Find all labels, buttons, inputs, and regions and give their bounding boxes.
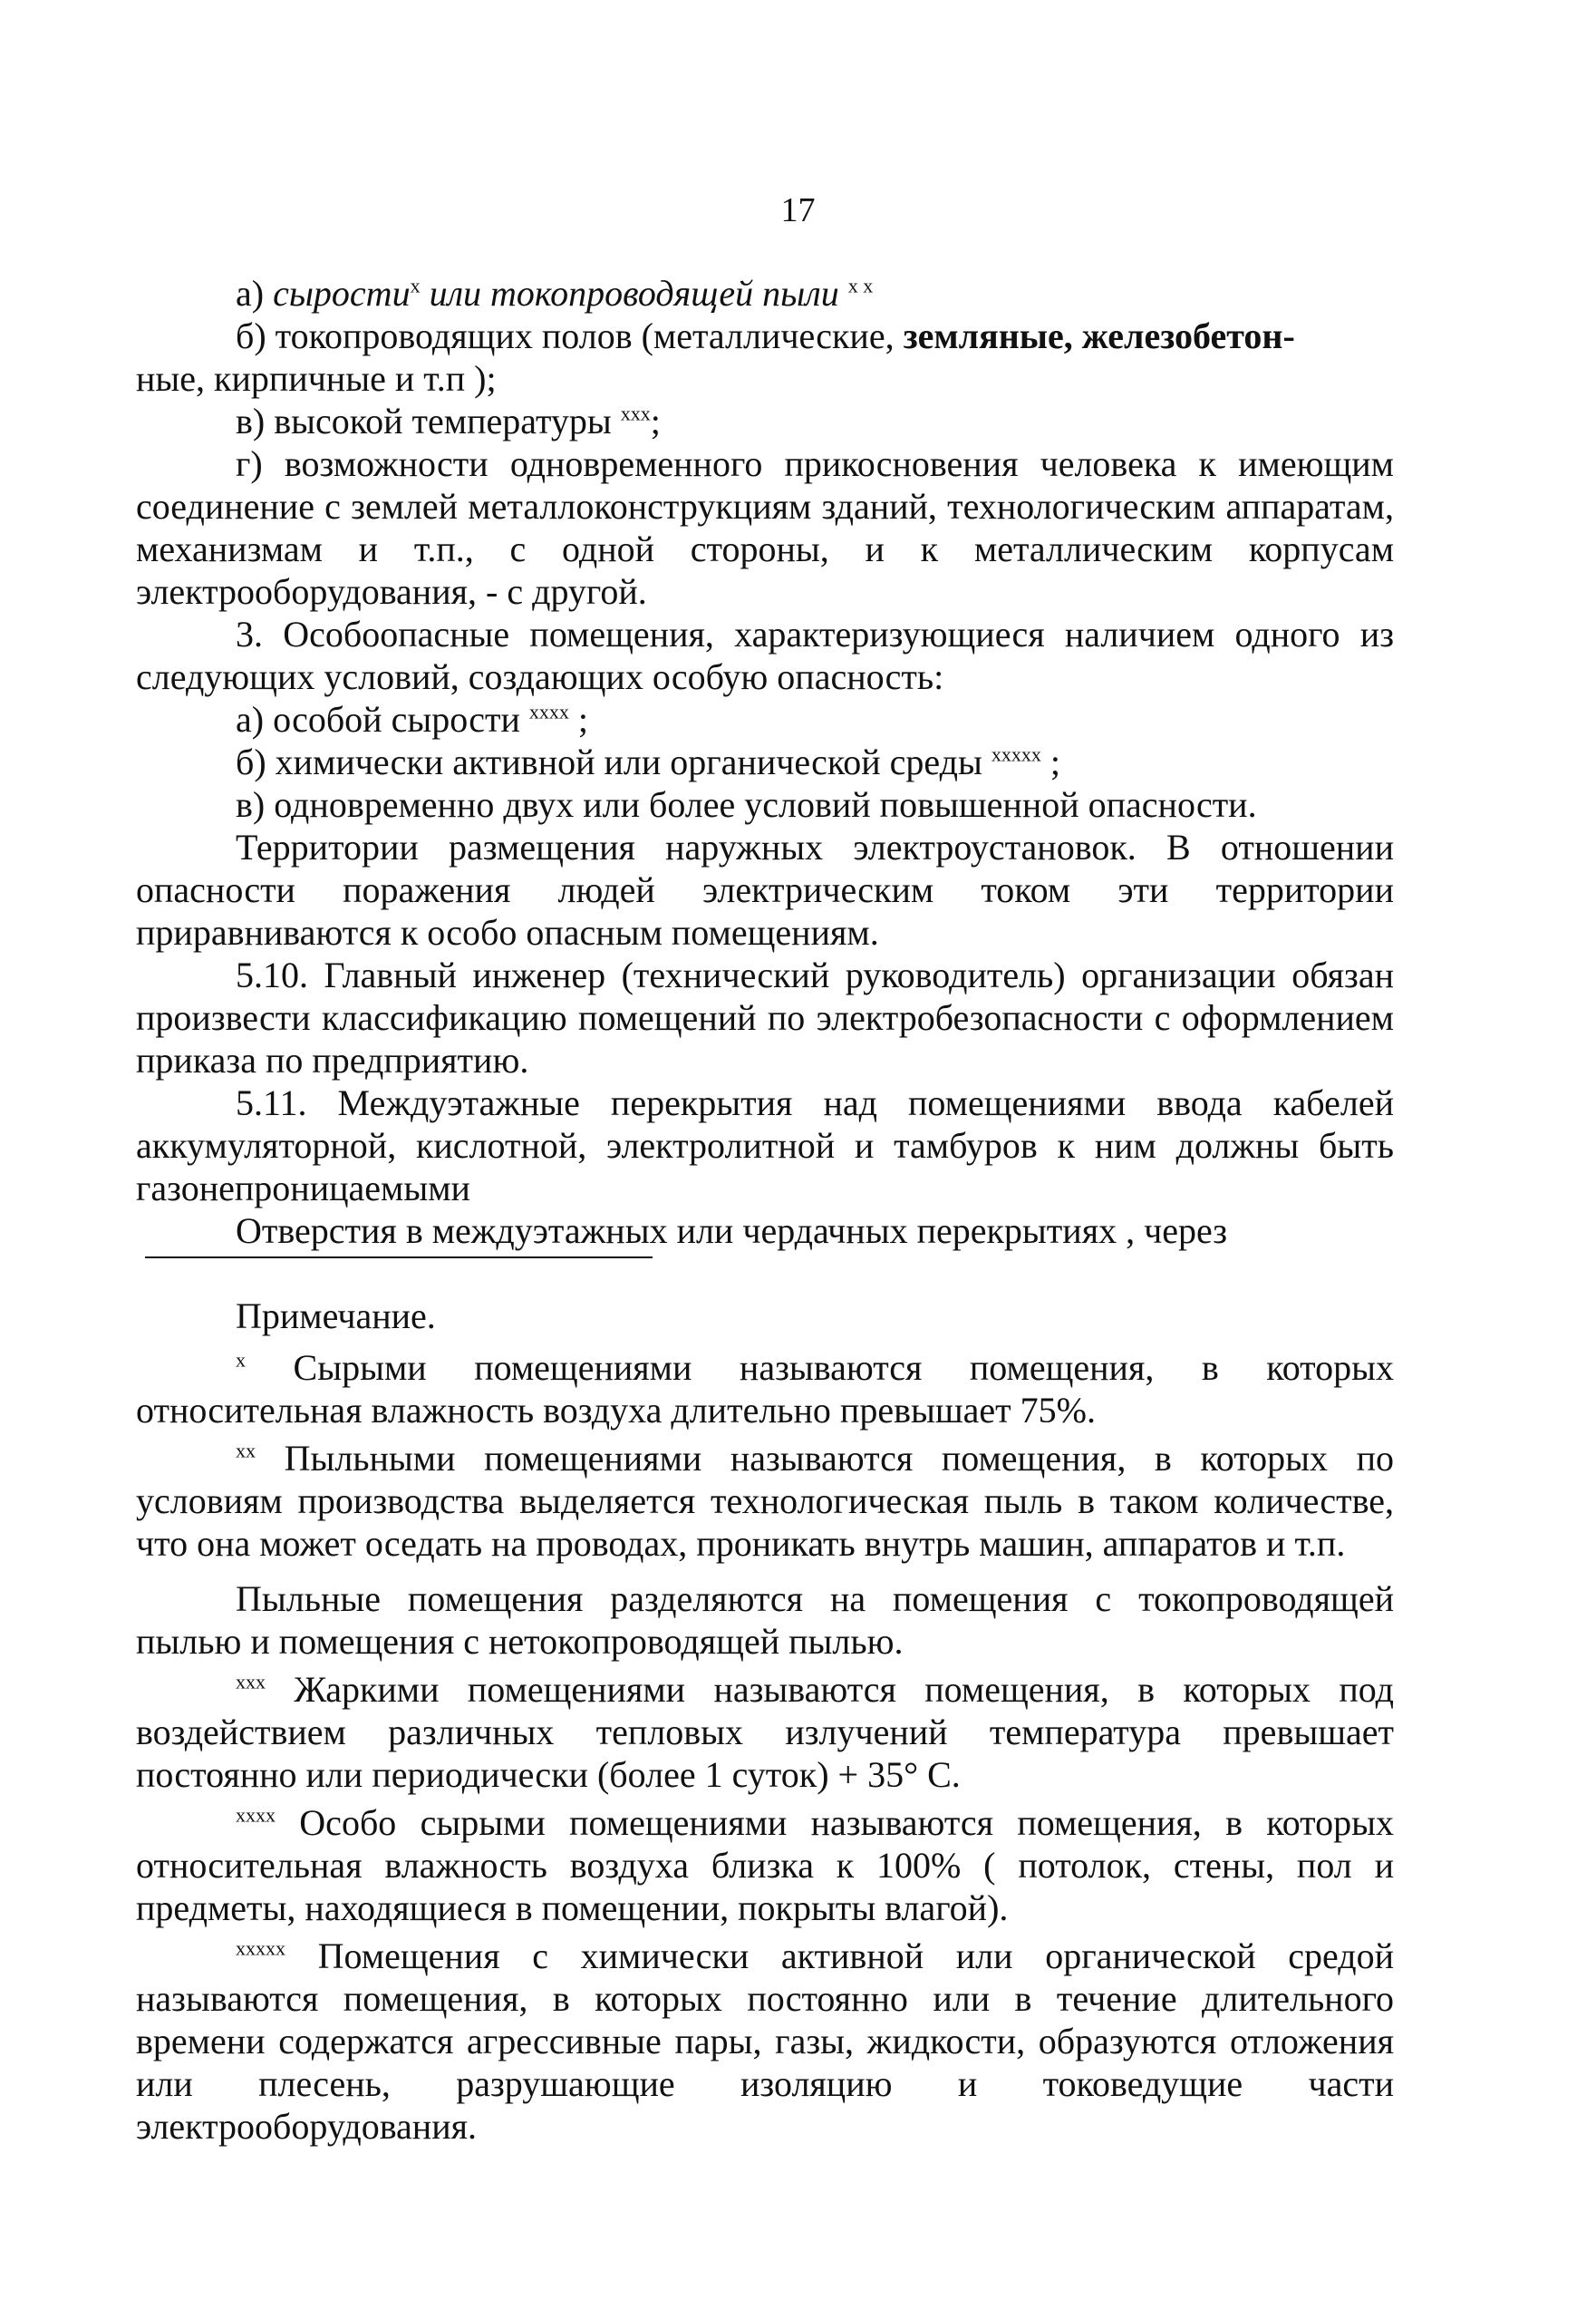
note-1-text: Сырыми помещениями называются помещения, в которых относительная влажность воздуха длительно превышает 75%.	[136, 1347, 1394, 1431]
item-b-prefix: б) токопроводящих полов (металлические,	[236, 315, 904, 356]
footnote-mark-1: х	[410, 274, 421, 297]
item-b-continuation: ные, кирпичные и т.п );	[136, 358, 497, 399]
page-number: 17	[780, 191, 816, 229]
item-3v: в) одновременно двух или более условий повышенной опасности.	[236, 784, 1257, 825]
notes-heading: Примечание.	[236, 1295, 436, 1336]
note-2-text: Пыльными помещениями называются помещения, в которых по условиям производства выделяется технологическая пыль в таком количестве, что она может оседать на проводах, проникать внутрь машин, аппаратов и т.п.	[136, 1438, 1394, 1564]
paragraph-territories: Территории размещения наружных электроустановок. В отношении опасности поражения людей электрическим током эти территории приравниваются к особо опасным помещениям.	[136, 827, 1394, 953]
note-3-text: Жаркими помещениями называются помещения, в которых под воздействием различных тепловых излучений температура превышает постоянно или периодически (более 1 суток) + 35° С.	[136, 1669, 1394, 1795]
item-3a	[136, 698, 1394, 741]
footnote-mark-5: ххххх	[991, 742, 1041, 766]
item-3b	[136, 741, 1394, 783]
note-1	[136, 1346, 1394, 1431]
main-text	[136, 272, 1394, 1252]
item-b-floors	[136, 315, 1394, 357]
item-a-prefix: а)	[236, 273, 274, 314]
note-4	[136, 1801, 1394, 1929]
item-b-bold: земляные, железобетон-	[903, 315, 1295, 356]
paragraph-3: 3. Особоопасные помещения, характеризующиеся наличием одного из следующих условий, создающих особую опасность:	[136, 614, 1394, 697]
item-g-contact: г) возможности одновременного прикосновения человека к имеющим соединение с землей металлоконструкциям зданий, технологическим аппаратам, механизмам и т.п., с одной стороны, и к металлическим корпусам электрооборудования, - с другой.	[136, 443, 1394, 612]
item-v-text: в) высокой температуры	[236, 401, 621, 441]
item-3a-tail: ;	[568, 699, 588, 740]
item-3a-text: а) особой сырости	[236, 699, 529, 740]
item-v-temperature	[136, 400, 1394, 442]
note-2-mark: хх	[236, 1439, 256, 1462]
footnote-mark-4: хххх	[528, 700, 569, 723]
footnote-separator	[145, 1256, 653, 1258]
footnote-mark-3: ххх	[620, 402, 651, 425]
item-a-text2: или токопроводящей пыли	[420, 273, 848, 314]
note-3-mark: ххх	[236, 1670, 266, 1693]
footnote-mark-2: х х	[847, 274, 874, 297]
note-3	[136, 1668, 1394, 1796]
note-5	[136, 1935, 1394, 2148]
note-4-text: Особо сырыми помещениями называются помещения, в которых относительная влажность воздуха близка к 100% ( потолок, стены, пол и предметы, находящиеся в помещении, покрыты влагой).	[136, 1802, 1394, 1928]
item-3b-text: б) химически активной или органической среды	[236, 742, 991, 782]
notes-section	[136, 1295, 1394, 2153]
note-2b: Пыльные помещения разделяются на помещения с токопроводящей пылью и помещения с нетокопроводящей пылью.	[136, 1578, 1394, 1662]
paragraph-5-11: 5.11. Междуэтажные перекрытия над помещениями ввода кабелей аккумуляторной, кислотной, электролитной и тамбуров к ним должны быть газонепроницаемыми	[136, 1082, 1394, 1208]
item-a-dampness	[136, 272, 1394, 315]
note-1-mark: х	[236, 1348, 246, 1372]
note-5-mark: ххххх	[236, 1936, 285, 1960]
note-2	[136, 1437, 1394, 1565]
note-5-text: Помещения с химически активной или органической средой называются помещения, в которых постоянно или в течение длительного времени содержатся агрессивные пары, газы, жидкости, образуются отложения или плесень, разрушающие изоляцию и токоведущие части электрооборудования.	[136, 1935, 1394, 2147]
note-4-mark: хххх	[236, 1803, 276, 1827]
item-v-tail: ;	[650, 401, 661, 441]
item-a-text: сырости	[273, 273, 411, 314]
paragraph-5-10: 5.10. Главный инженер (технический руководитель) организации обязан произвести классификацию помещений по электробезопасности с оформлением приказа по предприятию.	[136, 955, 1394, 1081]
paragraph-openings: Отверстия в междуэтажных или чердачных перекрытиях , через	[236, 1210, 1228, 1251]
item-3b-tail: ;	[1040, 742, 1061, 782]
